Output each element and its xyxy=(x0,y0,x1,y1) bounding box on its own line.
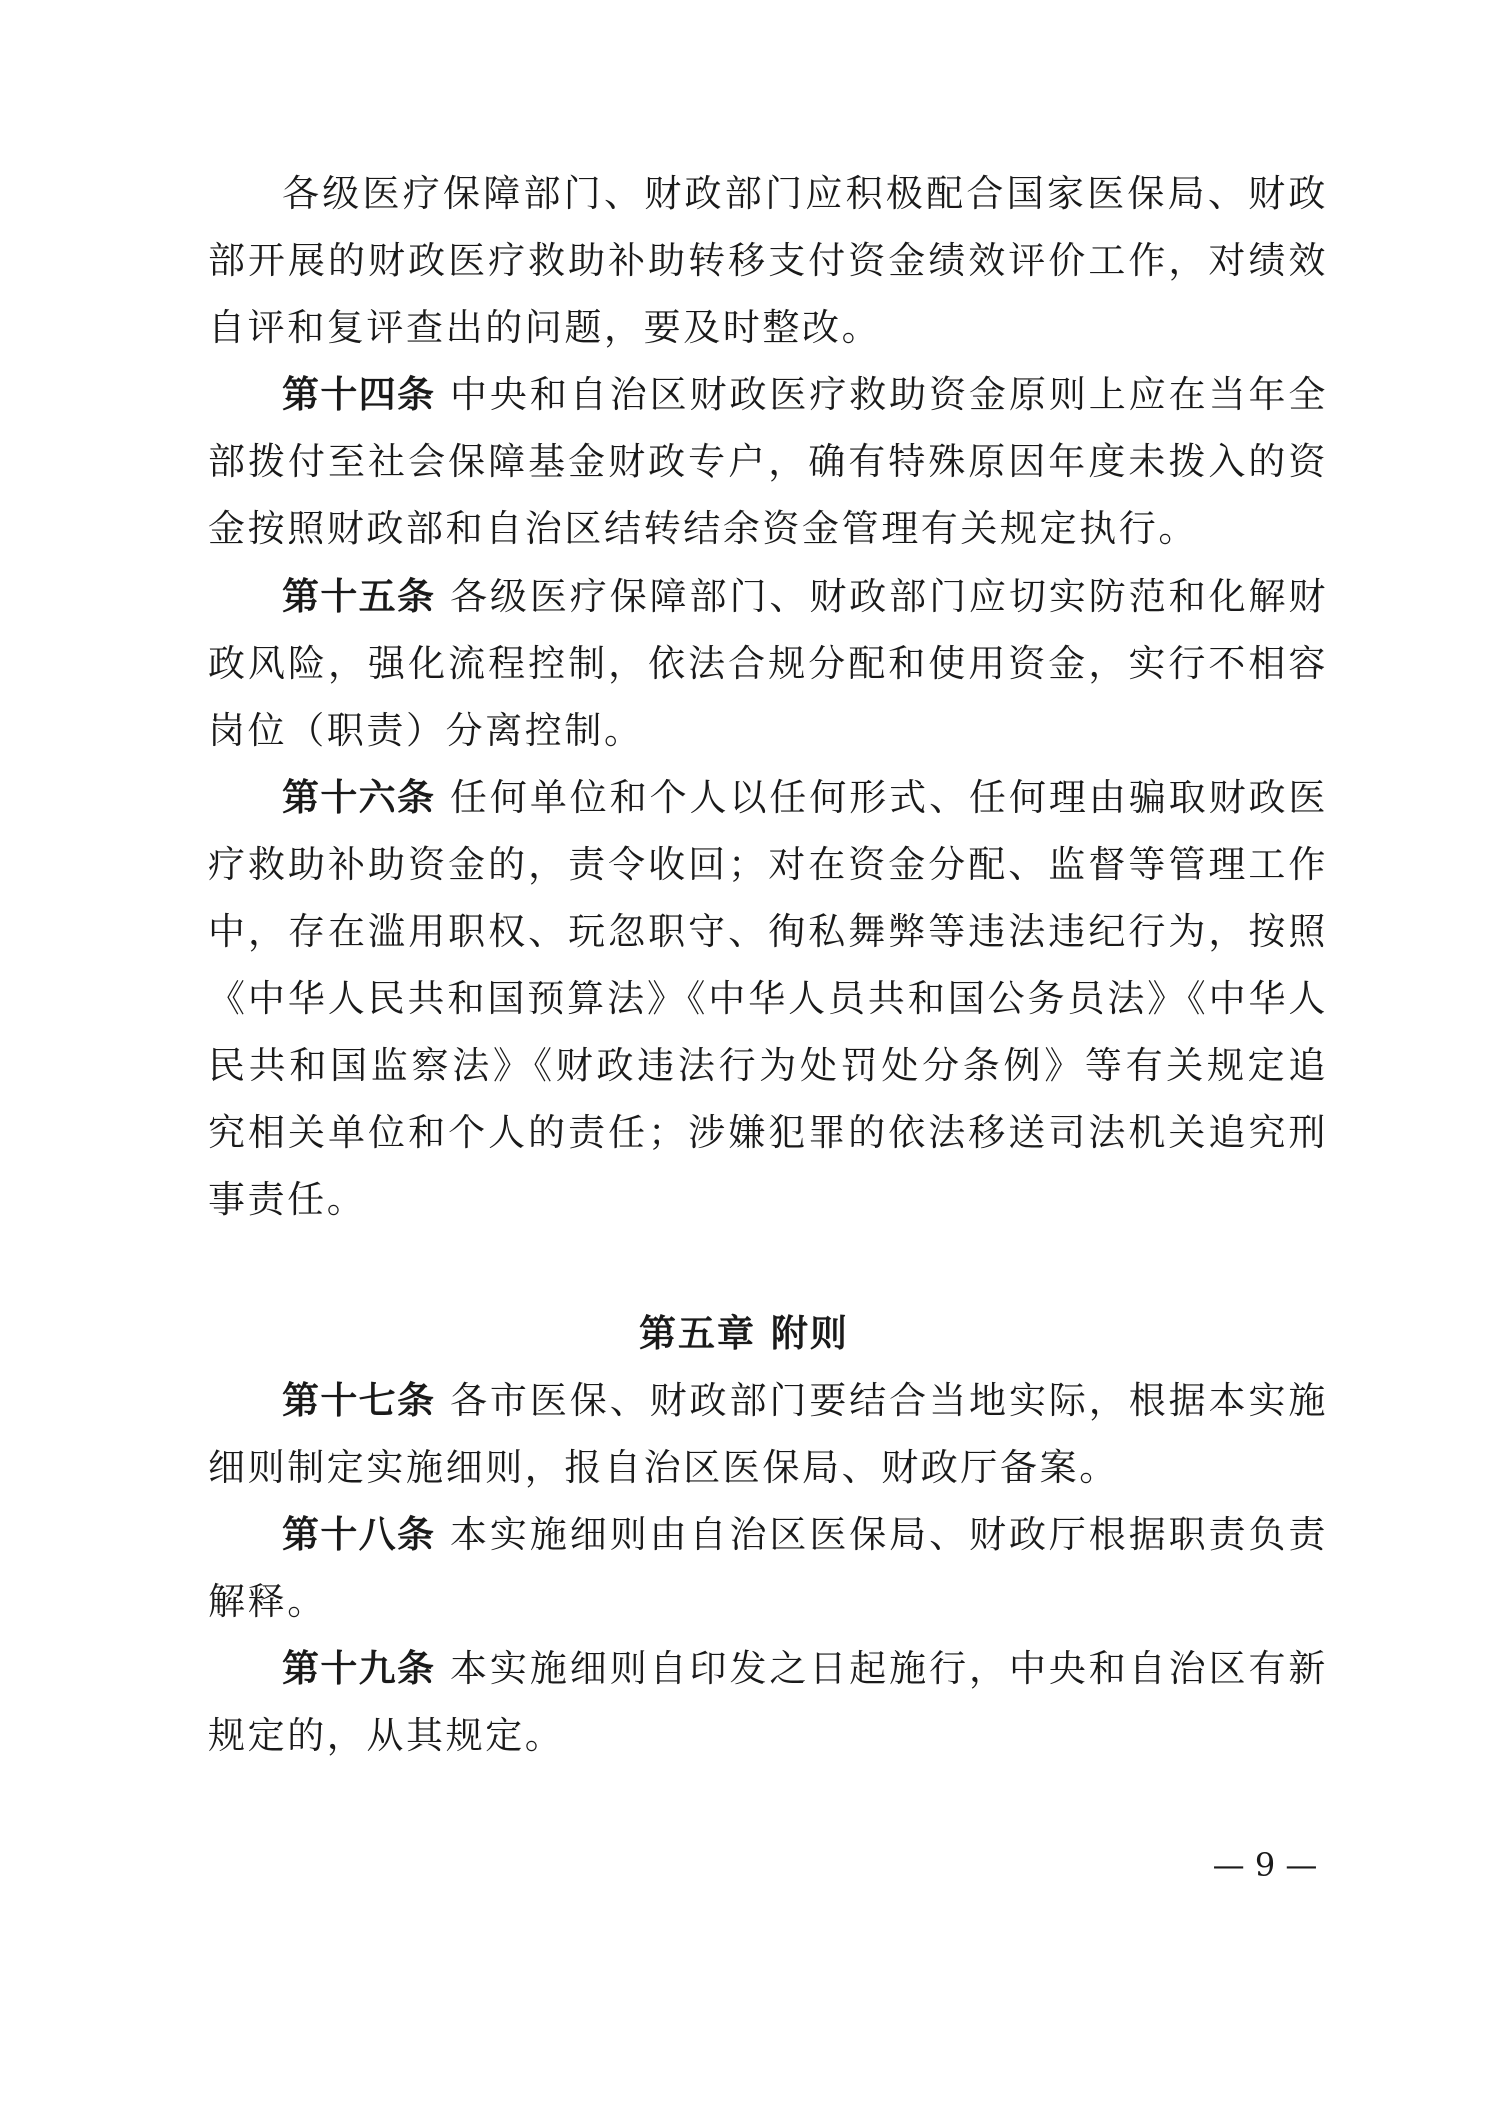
article-label: 第十八条 xyxy=(282,1513,436,1556)
chapter-title: 第五章 附则 xyxy=(639,1312,849,1355)
paragraph-performance-evaluation xyxy=(208,160,1328,361)
article-text: 本实施细则由自治区医保局、财政厅根据职责负责解释。 xyxy=(208,1513,1329,1623)
article-18 xyxy=(208,1501,1328,1635)
article-16 xyxy=(208,764,1328,1233)
article-text: 本实施细则自印发之日起施行，中央和自治区有新规定的，从其规定。 xyxy=(208,1647,1329,1757)
article-label: 第十七条 xyxy=(282,1379,436,1422)
paragraph-text: 各级医疗保障部门、财政部门应积极配合国家医保局、财政部开展的财政医疗救助补助转移支付资金绩效评价工作，对绩效自评和复评查出的问题，要及时整改。 xyxy=(208,172,1328,349)
article-label: 第十九条 xyxy=(282,1647,436,1690)
article-label: 第十六条 xyxy=(282,776,436,819)
article-text: 各级医疗保障部门、财政部门应切实防范和化解财政风险，强化流程控制，依法合规分配和使用资金，实行不相容岗位（职责）分离控制。 xyxy=(208,575,1329,752)
article-19 xyxy=(208,1635,1328,1769)
article-text: 中央和自治区财政医疗救助资金原则上应在当年全部拨付至社会保障基金财政专户，确有特殊原因年度未拨入的资金按照财政部和自治区结转结余资金管理有关规定执行。 xyxy=(208,373,1329,550)
article-label: 第十四条 xyxy=(282,373,436,416)
page-number: — 9 — xyxy=(1212,1846,1318,1884)
article-15 xyxy=(208,563,1328,764)
article-label: 第十五条 xyxy=(282,575,436,618)
article-17 xyxy=(208,1367,1328,1501)
article-14 xyxy=(208,361,1328,562)
article-text: 各市医保、财政部门要结合当地实际，根据本实施细则制定实施细则，报自治区医保局、财政厅备案。 xyxy=(208,1379,1329,1489)
article-text: 任何单位和个人以任何形式、任何理由骗取财政医疗救助补助资金的，责令收回；对在资金分配、监督等管理工作中，存在滥用职权、玩忽职守、徇私舞弊等违法违纪行为，按照《中华人民共和国预算法》《中华人员共和国公务员法》《中华人民共和国监察法》《财政违法行为处罚处分条例》等有关规定追究相关单位和个人的责任；涉嫌犯罪的依法移送司法机关追究刑事责任。 xyxy=(208,776,1329,1221)
